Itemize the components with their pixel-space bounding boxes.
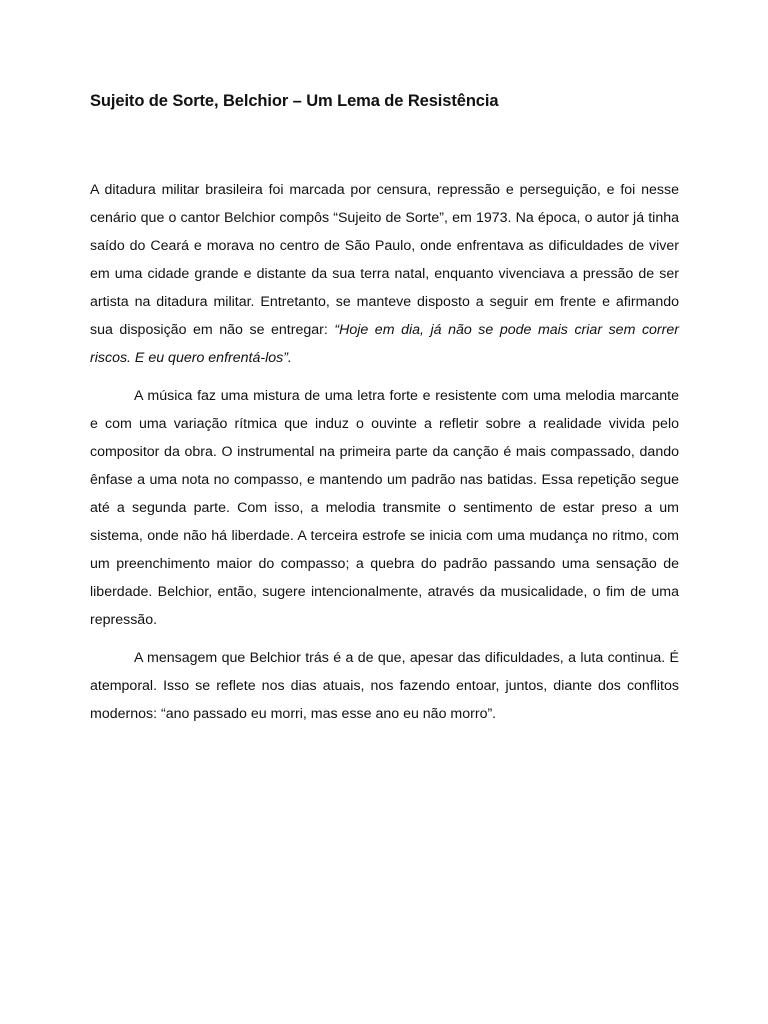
paragraph-1-quote: “Hoje em dia, já não se pode mais criar sem correr riscos. E eu quero enfrentá-los”.	[90, 322, 679, 366]
paragraph-1-text: A ditadura militar brasileira foi marcada por censura, repressão e perseguição, e foi nesse cenário que o cantor Belchior compôs “Sujeito de Sorte”, em 1973. Na época, o autor já tinha saído do Ceará e morava no centro de São Paulo, onde enfrentava as dificuldades de viver em uma cidade grande e distante da sua terra natal, enquanto vivenciava a pressão de ser artista na ditadura militar. Entretanto, se manteve disposto a seguir em frente e afirmando sua disposição em não se entregar:	[90, 182, 679, 338]
paragraph-2: A música faz uma mistura de uma letra forte e resistente com uma melodia marcante e com uma variação rítmica que induz o ouvinte a refletir sobre a realidade vivida pelo compositor da obra. O instrumental na primeira parte da canção é mais compassado, dando ênfase a uma nota no compasso, e mantendo um padrão nas batidas. Essa repetição segue até a segunda parte. Com isso, a melodia transmite o sentimento de estar preso a um sistema, onde não há liberdade. A terceira estrofe se inicia com uma mudança no ritmo, com um preenchimento maior do compasso; a quebra do padrão passando uma sensação de liberdade. Belchior, então, sugere intencionalmente, através da musicalidade, o fim de uma repressão.	[90, 388, 679, 628]
paragraph-3: A mensagem que Belchior trás é a de que, apesar das dificuldades, a luta continua. É atemporal. Isso se reflete nos dias atuais, nos fazendo entoar, juntos, diante dos conflitos modernos: “ano passado eu morri, mas esse ano eu não morro”.	[90, 650, 679, 722]
document-body	[90, 176, 679, 728]
document-title: Sujeito de Sorte, Belchior – Um Lema de Resistência	[90, 92, 499, 110]
paragraph-1	[90, 176, 679, 372]
